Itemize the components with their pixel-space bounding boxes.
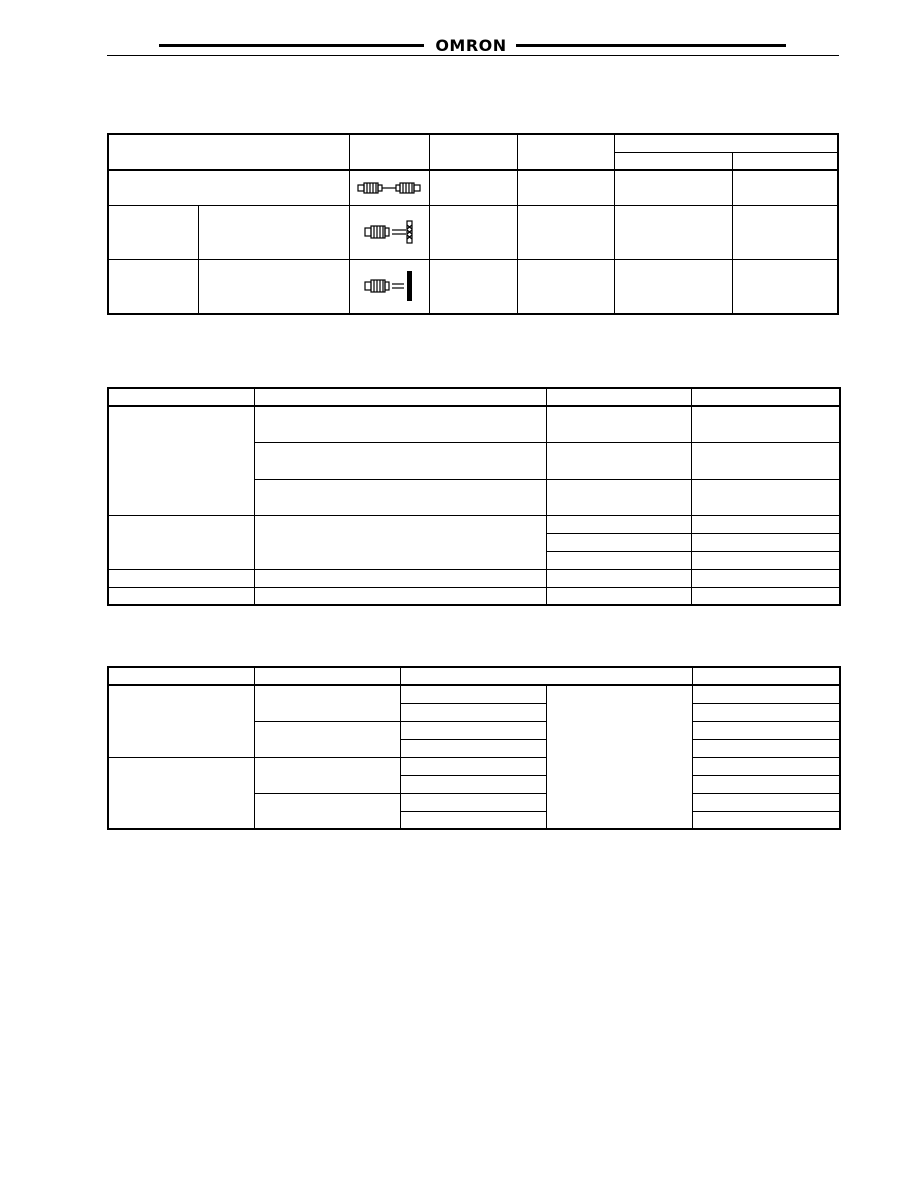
table-row [108, 685, 840, 703]
through-beam-sensor-icon [357, 179, 421, 197]
header-cell [691, 388, 840, 406]
table-cell [198, 205, 349, 259]
table-cell [692, 721, 840, 739]
table-cell [732, 205, 838, 259]
table-cell [254, 479, 546, 515]
table-cell [400, 793, 546, 811]
table-row [108, 205, 838, 259]
table-row [108, 515, 840, 533]
table-cell [400, 739, 546, 757]
table-cell [614, 170, 732, 205]
table-cell [254, 721, 400, 757]
table-cell [691, 551, 840, 569]
table-cell [108, 569, 254, 587]
table-cell [254, 685, 400, 721]
table-cell [691, 587, 840, 605]
table-cell [692, 757, 840, 775]
header-cell [349, 134, 429, 170]
table-cell [400, 703, 546, 721]
table-cell [691, 479, 840, 515]
table-cell [429, 170, 517, 205]
table-cell [254, 442, 546, 479]
table-cell [546, 533, 691, 551]
table-cell [691, 515, 840, 533]
table-row [108, 587, 840, 605]
table-cell [692, 739, 840, 757]
omron-logo-image [432, 34, 510, 56]
table-cell [108, 515, 254, 569]
table-cell [546, 587, 691, 605]
table-cell [692, 793, 840, 811]
table-cell [546, 515, 691, 533]
table-cell [349, 170, 429, 205]
header-cell [108, 134, 349, 170]
table-cell [400, 721, 546, 739]
header-cell [254, 667, 400, 685]
table-cell [692, 775, 840, 793]
table-row [108, 757, 840, 775]
table-row [108, 406, 840, 442]
header-cell [108, 388, 254, 406]
table-cell [691, 533, 840, 551]
table-cell [546, 685, 692, 829]
table-cell [108, 259, 198, 314]
header-cell [546, 388, 691, 406]
table-cell [546, 406, 691, 442]
table-cell [691, 442, 840, 479]
accessories-table [107, 666, 841, 830]
table-cell [429, 205, 517, 259]
header-rule-left [159, 44, 424, 47]
table-cell [692, 703, 840, 721]
table-cell [692, 811, 840, 829]
header-cell [692, 667, 840, 685]
svg-text:OMRON: OMRON [435, 36, 507, 55]
table-cell [517, 259, 614, 314]
table-cell [732, 170, 838, 205]
table-cell [254, 757, 400, 793]
table-cell [691, 569, 840, 587]
table-cell [614, 259, 732, 314]
table-row [108, 667, 840, 685]
table-cell [400, 757, 546, 775]
retroreflective-sensor-icon [364, 219, 414, 245]
header-cell [108, 667, 254, 685]
table-cell [429, 259, 517, 314]
table-cell [254, 587, 546, 605]
table-cell [400, 775, 546, 793]
table-cell [198, 259, 349, 314]
header-cell [732, 152, 838, 170]
table-cell [546, 479, 691, 515]
table-cell [254, 515, 546, 569]
table-row [108, 569, 840, 587]
table-cell [254, 406, 546, 442]
header-cell [254, 388, 546, 406]
table-cell [349, 205, 429, 259]
table-cell [400, 685, 546, 703]
diffuse-reflective-sensor-icon [364, 270, 414, 302]
table-cell [517, 170, 614, 205]
table-cell [254, 569, 546, 587]
page-top-rule [107, 55, 839, 56]
table-cell [108, 406, 254, 515]
table-cell [546, 551, 691, 569]
table-cell [108, 170, 349, 205]
table-row [108, 259, 838, 314]
table-cell [108, 205, 198, 259]
table-cell [732, 259, 838, 314]
header-cell [400, 667, 692, 685]
omron-logo [432, 34, 510, 56]
header-cell [614, 134, 838, 152]
table-cell [546, 442, 691, 479]
table-cell [349, 259, 429, 314]
table-row [108, 170, 838, 205]
table-cell [108, 757, 254, 829]
table-row [108, 388, 840, 406]
table-cell [400, 811, 546, 829]
sensing-method-table [107, 133, 839, 315]
table-row [108, 134, 838, 152]
header-cell [517, 134, 614, 170]
header-rule-right [516, 44, 786, 47]
table-cell [614, 205, 732, 259]
table-cell [517, 205, 614, 259]
table-cell [692, 685, 840, 703]
table-cell [254, 793, 400, 829]
header-cell [429, 134, 517, 170]
table-cell [108, 587, 254, 605]
ratings-table [107, 387, 841, 606]
header-cell [614, 152, 732, 170]
table-cell [691, 406, 840, 442]
table-cell [108, 685, 254, 757]
table-cell [546, 569, 691, 587]
